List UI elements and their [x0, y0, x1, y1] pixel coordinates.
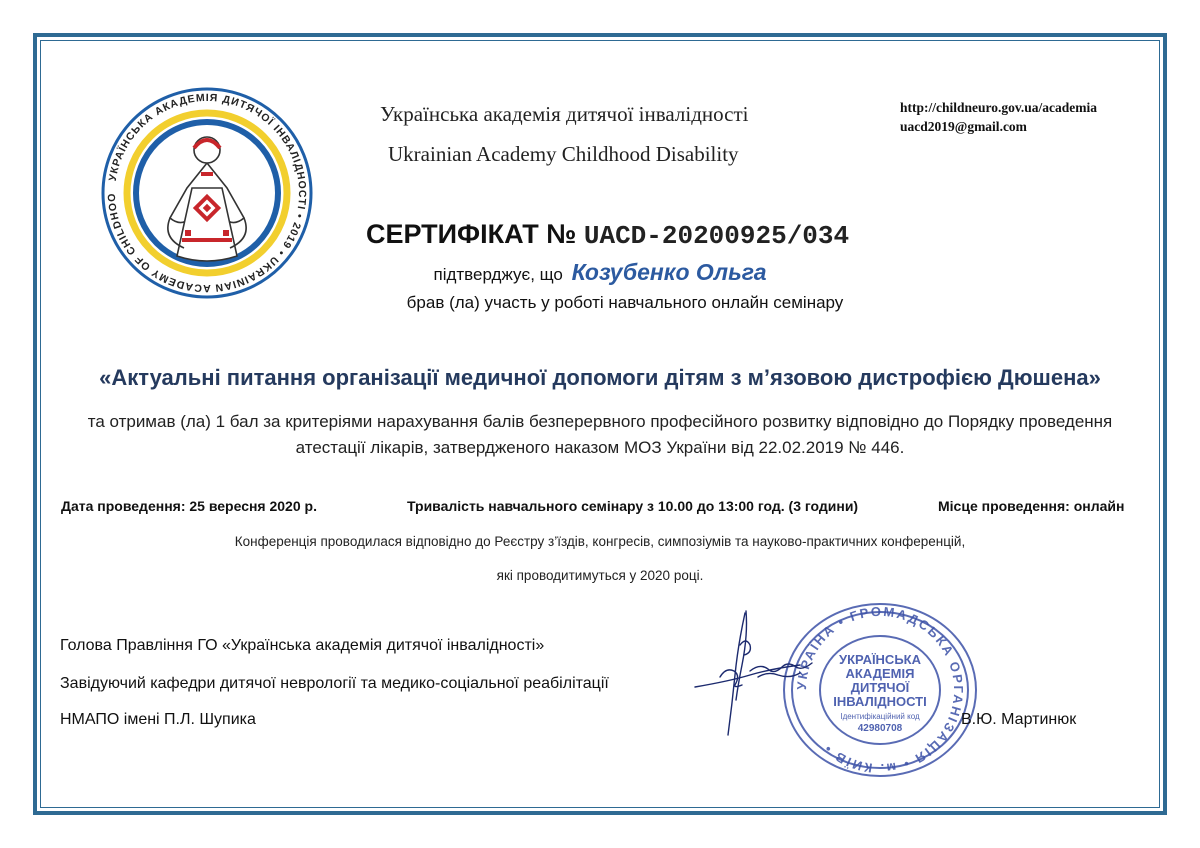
event-duration: Тривалість навчального семінару з 10.00 до 13:00 год. (3 години): [407, 498, 859, 514]
signatory-position-2: Завідуючий кафедри дитячої неврології та медико-соціальної реабілітації: [60, 675, 609, 692]
organization-name-en: Ukrainian Academy Childhood Disability: [388, 142, 739, 166]
email-link[interactable]: uacd2019@gmail.com: [900, 119, 1027, 134]
contact-block: [900, 98, 1097, 136]
register-note-line2: які проводитимуться у 2020 році.: [496, 568, 704, 583]
seal-line-4: ІНВАЛІДНОСТІ: [833, 694, 927, 709]
event-place: Місце проведення: онлайн: [938, 498, 1125, 514]
signatory-position-3: НМАПО імені П.Л. Шупика: [60, 711, 256, 728]
confirms-label: підтверджує, що: [433, 265, 563, 284]
certificate-number: UACD-20200925/034: [583, 221, 850, 251]
handwritten-signature: [690, 605, 870, 745]
seal-ring-text: УКРАЇНА • ГРОМАДСЬКА ОРГАНІЗАЦІЯ • м. КИЇВ •: [793, 603, 967, 777]
signatory-position-1: Голова Правління ГО «Українська академія дитячої інвалідності»: [60, 637, 545, 654]
seal-code-label: Ідентифікаційний код: [840, 712, 920, 721]
organization-name-ua: Українська академія дитячої інвалідності: [380, 102, 749, 126]
logo-ring-text: УКРАЇНСЬКА АКАДЕМІЯ ДИТЯЧОЇ ІНВАЛІДНОСТІ • 2019 • UKRAINIAN ACADEMY OF CHILDHOO: [105, 91, 309, 295]
seminar-topic: «Актуальні питання організації медичної допомоги дітям з м’язовою дистрофією Дюшена»: [99, 365, 1101, 390]
website-link[interactable]: http://childneuro.gov.ua/academia: [900, 100, 1098, 115]
certificate-title-label: СЕРТИФІКАТ №: [366, 219, 577, 249]
certificate-title: [366, 219, 849, 251]
seal-code: 42980708: [857, 723, 903, 734]
seal-line-1: УКРАЇНСЬКА: [839, 652, 921, 667]
register-note-line1: Конференція проводилася відповідно до Реєстру з’їздів, конгресів, симпозіумів та науково-практичних конференцій,: [234, 534, 966, 549]
participation-text: брав (ла) участь у роботі навчального онлайн семінару: [406, 293, 844, 312]
points-text: та отримав (ла) 1 бал за критеріями нарахування балів безперервного професійного розвитку відповідно до Порядку проведення атестації лікарів, затвердженого наказом МОЗ України від 22.02.2019 № 446.: [87, 412, 1113, 457]
seal-line-2: АКАДЕМІЯ: [845, 666, 915, 681]
seal-line-3: ДИТЯЧОЇ: [850, 680, 910, 695]
signatory-name: В.Ю. Мартинюк: [961, 711, 1077, 728]
confirmation-line: [0, 259, 1200, 286]
recipient-name: Козубенко Ольга: [571, 259, 767, 285]
event-date: Дата проведення: 25 вересня 2020 р.: [61, 498, 317, 514]
